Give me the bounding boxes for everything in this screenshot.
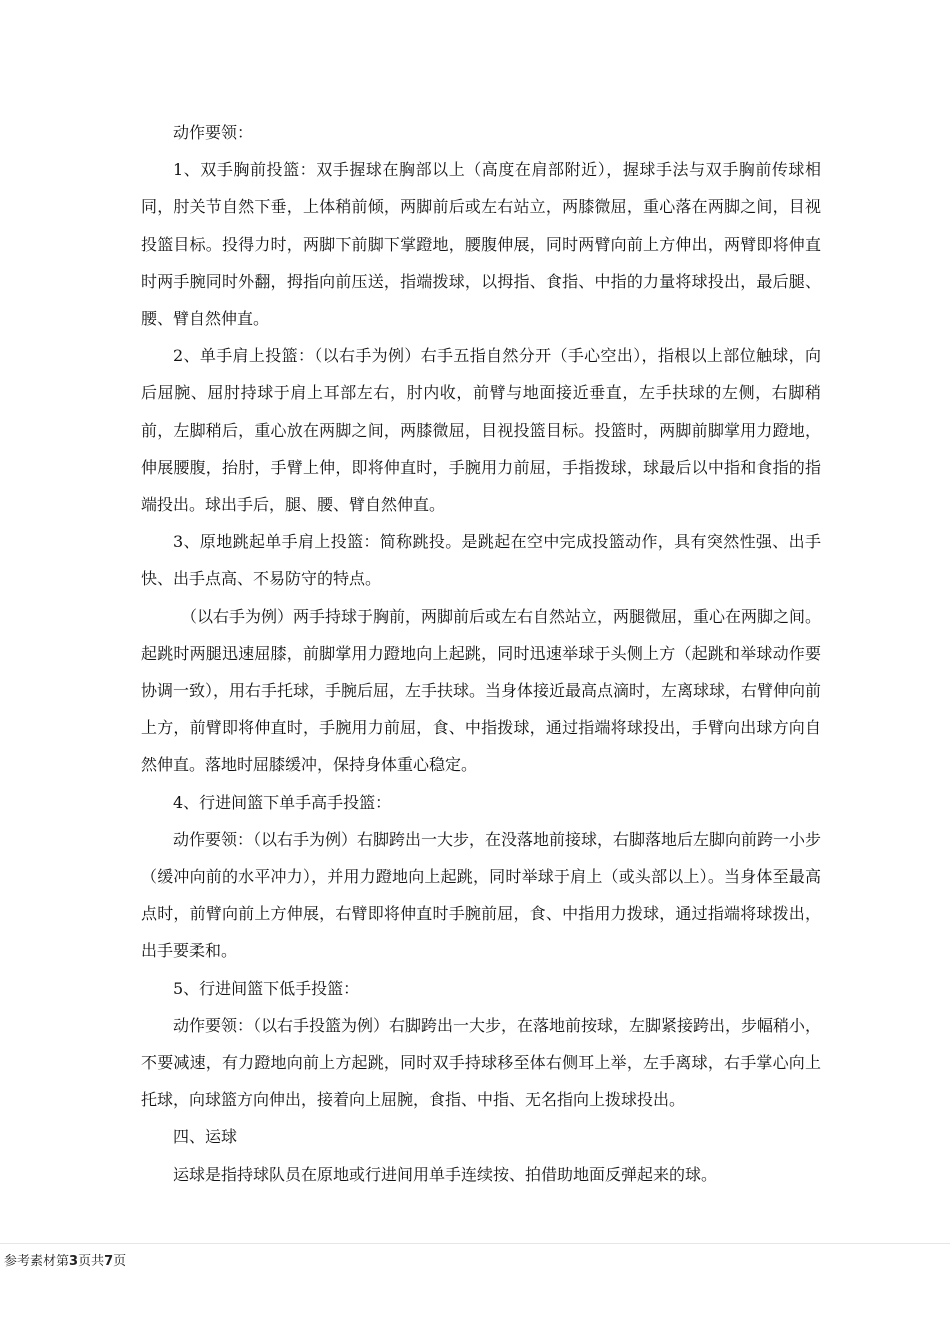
paragraph-running-low-hand-layup-title: 5、行进间篮下低手投篮：: [173, 978, 360, 998]
paragraph-one-hand-shoulder-shot: 2、单手肩上投篮：（以右手为例）右手五指自然分开（手心空出），指根以上部位触球，向后屈腕、屈肘持球于肩上耳部左右，肘内收，前臂与地面接近垂直，左手扶球的左侧，右脚稍前，左脚稍后，重心放在两脚之间，两膝微屈，目视投篮目标。投篮时，两脚前脚掌用力蹬地，伸展腰腹，抬肘，手臂上伸，即将伸直时，手腕用力前屈，手指拨球，球最后以中指和食指的指端投出。球出手后，腿、腰、臂自然伸直。: [141, 346, 821, 515]
paragraph-running-high-hand-layup-title: 4、行进间篮下单手高手投篮：: [173, 792, 392, 812]
paragraph-running-low-hand-layup-details: 动作要领：（以右手投篮为例）右脚跨出一大步，在落地前按球，左脚紧接跨出，步幅稍小，不要减速，有力蹬地向前上方起跳，同时双手持球移至体右侧耳上举，左手离球，右手掌心向上托球，向球篮方向伸出，接着向上屈腕，食指、中指、无名指向上拨球投出。: [141, 1015, 822, 1110]
page-footer: [4, 1254, 126, 1270]
paragraph-dribbling-definition: 运球是指持球队员在原地或行进间用单手连续按、拍借助地面反弹起来的球。: [173, 1164, 718, 1184]
paragraph-jump-shot-details: （以右手为例）两手持球于胸前，两脚前后或左右自然站立，两腿微屈，重心在两脚之间。起跳时两腿迅速屈膝，前脚掌用力蹬地向上起跳，同时迅速举球于头侧上方（起跳和举球动作要协调一致），用右手托球，手腕后屈，左手扶球。当身体接近最高点滴时，左离球球，右臂伸向前上方，前臂即将伸直时，手腕用力前屈，食、中指拨球，通过指端将球投出，手臂向出球方向自然伸直。落地时屈膝缓冲，保持身体重心稳定。: [141, 606, 822, 775]
footer-total-pages: 7: [104, 1254, 114, 1269]
section-heading-dribbling: 四、运球: [173, 1127, 238, 1147]
document-body: [141, 114, 821, 1193]
paragraph-heading-key-points: 动作要领：: [173, 123, 254, 142]
footer-divider: [0, 1243, 950, 1244]
paragraph-running-high-hand-layup-details: 动作要领：（以右手为例）右脚跨出一大步，在没落地前接球，右脚落地后左脚向前跨一小步（缓冲向前的水平冲力），并用力蹬地向上起跳，同时举球于肩上（或头部以上）。当身体至最高点时，前臂向前上方伸展，右臂即将伸直时手腕前屈，食、中指用力拨球，通过指端将球拨出，出手要柔和。: [141, 829, 822, 961]
footer-suffix: 页: [113, 1254, 127, 1269]
paragraph-jump-shot-intro: 3、原地跳起单手肩上投篮：简称跳投。是跳起在空中完成投篮动作，具有突然性强、出手快、出手点高、不易防守的特点。: [141, 532, 821, 589]
footer-middle: 页共: [78, 1254, 105, 1269]
footer-current-page: 3: [69, 1254, 79, 1269]
paragraph-two-hand-chest-shot: 1、双手胸前投篮：双手握球在胸部以上（高度在肩部附近），握球手法与双手胸前传球相同，肘关节自然下垂，上体稍前倾，两脚前后或左右站立，两膝微屈，重心落在两脚之间，目视投篮目标。投得力时，两脚下前脚下掌蹬地，腰腹伸展，同时两臂向前上方伸出，两臂即将伸直时两手腕同时外翻，拇指向前压送，指端拨球，以拇指、食指、中指的力量将球投出，最后腿、腰、臂自然伸直。: [141, 160, 821, 329]
footer-prefix: 参考素材第: [4, 1254, 70, 1269]
